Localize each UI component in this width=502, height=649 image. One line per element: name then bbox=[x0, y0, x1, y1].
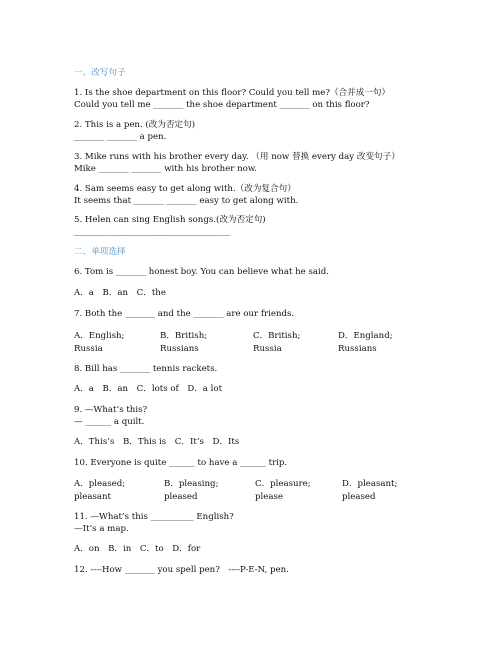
question-12-prompt: 12. ----How _______ you spell pen? ----P-E-N, pen. bbox=[74, 565, 289, 575]
question-5-prompt: 5. Helen can sing English songs.(改为否定句) bbox=[74, 215, 266, 225]
question-2-prompt: 2. This is a pen. (改为否定句) bbox=[74, 120, 196, 130]
question-10-option-c: C．pleasure; bbox=[255, 479, 311, 489]
question-6-options: A．a B．an C．the bbox=[74, 288, 166, 298]
question-10-option-a-cont: pleasant bbox=[74, 492, 111, 502]
question-10-option-b: B．pleasing; bbox=[164, 479, 219, 489]
question-7-option-d-cont: Russians bbox=[338, 344, 377, 354]
question-2-blank-line: _______ _______ a pen. bbox=[74, 132, 167, 142]
question-10-option-d-cont: pleased bbox=[342, 492, 376, 502]
question-1-blank-line: Could you tell me _______ the shoe department _______ on this floor? bbox=[74, 100, 370, 110]
question-10-option-d: D．pleasant; bbox=[342, 479, 398, 489]
question-10-option-c-cont: please bbox=[255, 492, 283, 502]
question-10-option-a: A．pleased; bbox=[74, 479, 126, 489]
question-4-prompt: 4. Sam seems easy to get along with.（改为复合句） bbox=[74, 184, 296, 194]
question-3-blank-line: Mike _______ _______ with his brother now. bbox=[74, 164, 257, 174]
question-3-prompt: 3. Mike runs with his brother every day. （用 now 替换 every day 改变句子） bbox=[74, 152, 400, 162]
question-7-option-d: D．England; bbox=[338, 331, 393, 341]
question-11-reply-line: —It’s a map. bbox=[74, 524, 129, 534]
question-4-blank-line: It seems that _______ _______ easy to get along with. bbox=[74, 196, 299, 206]
question-7-option-a-cont: Russia bbox=[74, 344, 103, 354]
question-9-blank-line: — ______ a quilt. bbox=[74, 417, 145, 427]
question-6-prompt: 6. Tom is _______ honest boy. You can believe what he said. bbox=[74, 267, 330, 277]
question-11-prompt: 11. —What’s this __________ English? bbox=[74, 512, 234, 522]
question-7-option-a: A．English; bbox=[74, 331, 125, 341]
question-10-option-b-cont: pleased bbox=[164, 492, 198, 502]
question-10-prompt: 10. Everyone is quite ______ to have a ______ trip. bbox=[74, 458, 288, 468]
question-9-prompt: 9. —What’s this? bbox=[74, 405, 148, 415]
section-heading-choice: 二、单项选择 bbox=[74, 247, 126, 257]
question-8-options: A．a B．an C．lots of D．a lot bbox=[74, 384, 223, 394]
section-heading-rewrite: 一、改写句子 bbox=[74, 68, 126, 78]
question-7-option-b-cont: Russians bbox=[160, 344, 199, 354]
question-7-option-b: B．British; bbox=[160, 331, 208, 341]
question-1-prompt: 1. Is the shoe department on this floor? Could you tell me?（合并成一句） bbox=[74, 88, 391, 98]
question-9-options: A．This’s B．This is C．It’s D．Its bbox=[74, 437, 240, 447]
question-11-options: A．on B．in C．to D．for bbox=[74, 544, 201, 554]
question-8-prompt: 8. Bill has _______ tennis rackets. bbox=[74, 364, 218, 374]
question-7-option-c: C．British; bbox=[253, 331, 301, 341]
question-5-answer-line: ________________________________________ bbox=[74, 227, 230, 237]
question-7-prompt: 7. Both the _______ and the _______ are our friends. bbox=[74, 309, 295, 319]
question-7-option-c-cont: Russia bbox=[253, 344, 282, 354]
